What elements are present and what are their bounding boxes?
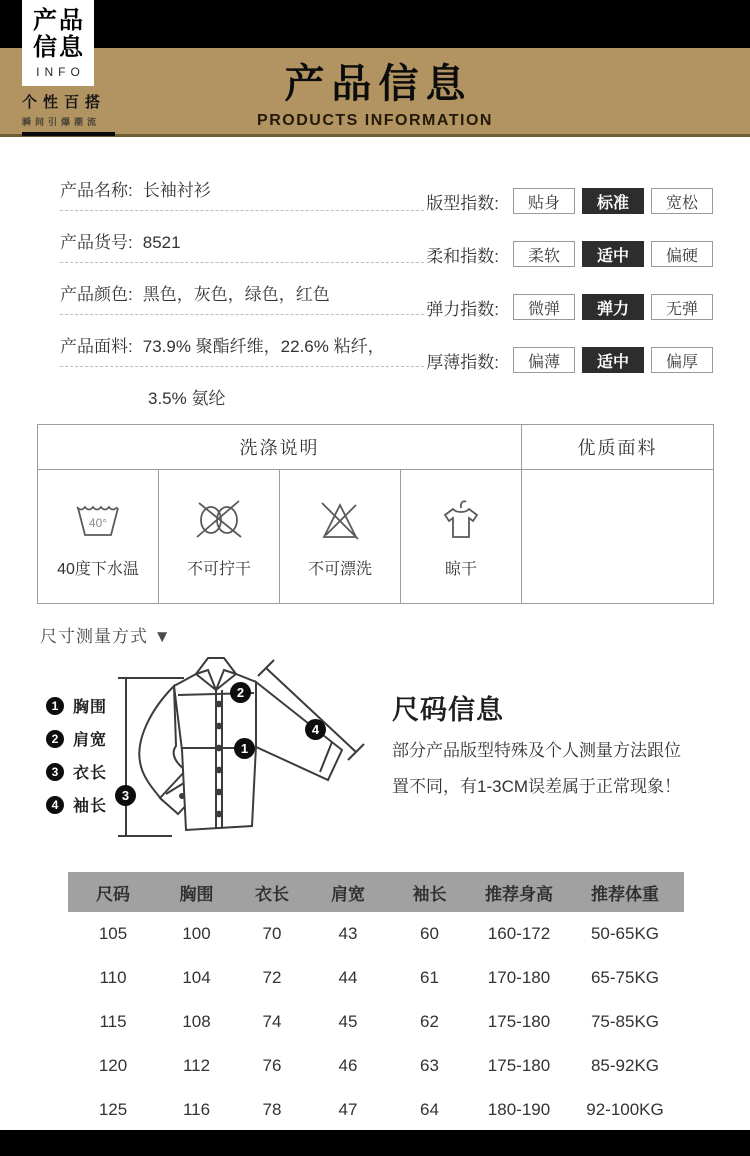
bottom-black-bar [0,1130,750,1156]
product-name-label: 产品名称: [60,181,133,200]
size-cell: 45 [338,1012,358,1031]
size-cell: 76 [262,1056,282,1075]
product-fabric-value-cont: 3.5% 氨纶 [148,389,226,408]
stretch-option-slight: 微弹 [513,294,575,320]
size-cell: 46 [338,1056,358,1075]
corner-logo [22,0,142,136]
size-cell: 60 [420,924,439,943]
size-cell: 110 [99,968,127,987]
size-info-text-line2: 置不同，有1-3CM误差属于正常现象！ [392,777,682,796]
product-sku-value: 8521 [142,233,181,252]
size-col-header: 衣长 [235,872,309,912]
size-cell: 116 [182,1100,211,1119]
size-col-header: 肩宽 [309,872,387,912]
legend-badge-4: 4 [46,796,64,814]
size-cell: 43 [338,924,358,943]
diagram-badge-sleeve: 4 [305,719,326,740]
stretch-option-none: 无弹 [651,294,713,320]
wash-temp-text: 40° [88,515,108,530]
shirt-diagram [104,650,386,864]
product-colors-value: 黑色，灰色，绿色，红色 [142,285,330,304]
legend-item-shoulder [46,727,107,750]
size-cell: 180-190 [487,1100,551,1119]
logo-tagline-small: 瞬间引爆潮流 [22,117,101,127]
thick-option-medium-selected: 适中 [582,347,644,373]
size-col-header: 尺码 [68,872,158,912]
size-cell: 108 [182,1012,211,1031]
size-cell: 175-180 [487,1056,551,1075]
size-cell: 65-75KG [590,968,660,987]
index-row-softness [426,241,720,267]
size-chart-table [68,872,684,1132]
size-cell: 85-92KG [590,1056,660,1075]
measure-method-label: 尺寸测量方式 ▼ [40,627,172,646]
logo-text-line2: 信息 [33,34,85,61]
diagram-badge-length: 3 [115,785,136,806]
size-cell: 105 [98,924,128,943]
size-cell: 75-85KG [590,1012,660,1031]
index-row-thickness [426,347,720,373]
size-col-header: 胸围 [158,872,235,912]
size-cell: 74 [262,1012,282,1031]
product-sku-label: 产品货号: [60,233,133,252]
size-cell: 125 [98,1100,128,1119]
size-cell: 63 [420,1056,439,1075]
size-cell: 70 [262,924,282,943]
product-details [60,176,424,409]
size-info-text-line1: 部分产品版型特殊及个人测量方法跟位 [392,741,681,760]
size-cell: 160-172 [487,924,551,943]
diagram-badge-chest: 1 [234,738,255,759]
legend-label: 袖长 [73,798,108,815]
size-info-title: 尺码信息 [392,695,504,725]
legend-badge-2: 2 [46,730,64,748]
size-cell: 72 [262,968,282,987]
size-cell: 115 [99,1012,127,1031]
product-sku-row [60,228,424,263]
logo-box [22,0,94,86]
size-cell: 170-180 [487,968,551,987]
legend-label: 胸围 [73,699,108,716]
size-table-row [68,912,684,956]
wash-item-hang-dry [401,470,522,604]
size-cell: 100 [182,924,211,943]
fit-option-tight: 贴身 [513,188,575,214]
size-table-row [68,1044,684,1088]
legend-badge-3: 3 [46,763,64,781]
legend-item-sleeve [46,793,107,816]
thick-option-thin: 偏薄 [513,347,575,373]
index-label: 版型指数: [426,193,499,213]
fabric-quality-header: 优质面料 [522,425,714,470]
wash-table-header: 洗涤说明 [38,425,522,470]
fabric-quality-cell [522,470,714,604]
product-colors-row [60,280,424,315]
index-row-fit [426,188,720,214]
size-cell: 104 [182,968,211,987]
logo-underline [22,132,115,136]
wash-item-no-bleach [280,470,401,604]
size-info-block [392,688,727,799]
size-cell: 61 [420,968,439,987]
wash-item-label: 40度下水温 [57,560,139,578]
size-cell: 47 [338,1100,358,1119]
size-cell: 64 [420,1100,439,1119]
index-label: 弹力指数: [426,299,499,319]
size-cell: 50-65KG [590,924,660,943]
soft-option-hard: 偏硬 [651,241,713,267]
no-bleach-icon [312,495,368,543]
index-row-stretch [426,294,720,320]
logo-text-en: INFO [36,65,85,79]
size-table-row [68,956,684,1000]
page-subtitle: PRODUCTS INFORMATION [257,112,493,129]
size-table-header-row [68,872,684,912]
size-col-header: 推荐身高 [472,872,566,912]
wash-item-label: 不可漂洗 [307,560,372,578]
size-table-row [68,1088,684,1132]
page-title: 产品信息 [284,62,473,106]
size-cell: 92-100KG [586,1100,664,1119]
size-cell: 112 [182,1056,211,1075]
wash-item-40deg [38,470,159,604]
thick-option-thick: 偏厚 [651,347,713,373]
stretch-option-elastic-selected: 弹力 [582,294,644,320]
wash-item-no-wring [159,470,280,604]
legend-label: 衣长 [73,765,108,782]
size-col-header: 袖长 [387,872,472,912]
diagram-badge-shoulder: 2 [230,682,251,703]
product-fabric-label: 产品面料: [60,337,133,356]
soft-option-soft: 柔软 [513,241,575,267]
wash-item-label: 不可拧干 [186,560,251,578]
legend-badge-1: 1 [46,697,64,715]
legend-item-length [46,760,107,783]
legend-item-chest [46,694,107,717]
size-col-header: 推荐体重 [566,872,684,912]
index-label: 厚薄指数: [426,352,499,372]
size-cell: 62 [420,1012,439,1031]
fit-indices [424,176,720,409]
size-cell: 120 [98,1056,128,1075]
product-name-row [60,176,424,211]
wash-instructions-table [37,424,714,604]
wash-item-label: 晾干 [444,560,477,578]
product-colors-label: 产品颜色: [60,285,133,304]
legend-label: 肩宽 [73,732,108,749]
size-cell: 175-180 [487,1012,551,1031]
product-name-value: 长袖衬衫 [142,181,211,200]
fit-option-standard-selected: 标准 [582,188,644,214]
size-cell: 44 [338,968,358,987]
logo-tagline: 个性百搭 [22,94,107,111]
product-fabric-row [60,332,424,367]
product-info-section [60,176,720,409]
size-cell: 78 [262,1100,282,1119]
soft-option-medium-selected: 适中 [582,241,644,267]
logo-text-line1: 产品 [33,7,85,34]
fit-option-loose: 宽松 [651,188,713,214]
product-fabric-value: 73.9% 聚酯纤维，22.6% 粘纤， [142,337,385,356]
hang-dry-icon [433,495,489,543]
no-wring-icon [191,495,247,543]
index-label: 柔和指数: [426,246,499,266]
wash-40-icon [70,495,126,543]
measurement-diagram-section [0,648,750,868]
size-table-row [68,1000,684,1044]
measure-legend [46,694,107,826]
